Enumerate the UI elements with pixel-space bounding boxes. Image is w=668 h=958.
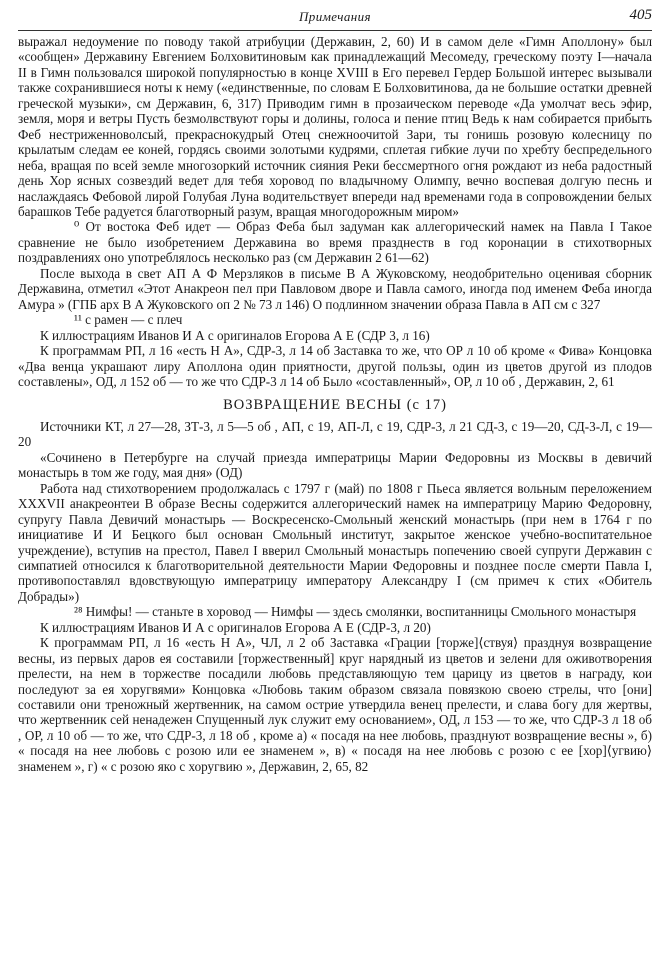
footnote-commentary: ⁰ От востока Феб идет — Образ Феба был задуман как аллегорический намек на Павла I Такое сравнение не было изобретением Державина во время празднеств в год коронации в стихотворных поздравлениях оно употреблялось несколько раз (см Державин 2 61—62) <box>18 219 652 266</box>
sources-note: Источники КТ, л 27—28, ЗТ-3, л 5—5 об , АП, с 19, АП-Л, с 19, СДР-3, л 21 СД-3, с 19—20, СД-3-Л, с 19—20 <box>18 418 652 450</box>
running-header <box>18 6 652 31</box>
notes-body <box>18 34 652 774</box>
footnote-commentary: ²⁸ Нимфы! — станьте в хоровод — Нимфы — здесь смолянки, воспитанницы Смольного монастыря <box>74 604 637 620</box>
paragraph: После выхода в свет АП А Ф Мерзляков в письме В А Жуковскому, неодобрительно оценивая сборник Державина, отметил «Этот Анакреон пел при Павловом дворе и Павла самого, иногда под именем Феба иногда Амура » (ГПБ арх В А Жуковского оп 2 № 73 л 146) О подлинном значении образа Павла в АП см с 327 <box>18 265 652 312</box>
paragraph: «Сочинено в Петербурге на случай приезда императрицы Марии Федоровны из Москвы в девичий монастырь в том же году, мая дня» (ОД) <box>18 449 652 481</box>
footnote-commentary: ¹¹ с рамен — с плеч <box>74 312 183 328</box>
section-heading: ВОЗВРАЩЕНИЕ ВЕСНЫ (с 17) <box>223 397 447 414</box>
illustrations-note: К иллюстрациям Иванов И А с оригиналов Егорова А Е (СДР-3, л 20) <box>40 619 431 635</box>
page-number: 405 <box>629 7 652 23</box>
illustrations-note: К иллюстрациям Иванов И А с оригиналов Егорова А Е (СДР 3, л 16) <box>40 327 430 343</box>
programs-note: К программам РП, л 16 «есть Н А», ЧЛ, л 2 об Заставка «Грации [торже]⟨ствуя⟩ празднуя возвращение весны, из первых даров ея составили [торжественный] круг нарядный из цветов и зелени для оживотворения прелести, на нем в торжестве посадили любовь представляющую тем царицу из цветов в награду, кои последуют за ея хоругвями» Концовка «Любовь таким образом связала повязкою своею стрелы, что [они] составили они треножный жертвенник, на самом острие утвердила венец прелести, и слава богу для жертвы, что жертвенник сей ненадежен Спущенный лук служит ему основанием», ОД, л 153 — то же, что СДР-3 л 18 об , ОР, л 10 об — то же, что СДР-3, л 18 об , кроме а) « посадя на нее любовь, празднуют возвращение весны », б) « посадя на нее любовь с розою или ее знаменем », в) « посадя на нее любовь с розою с ее [хор]⟨угвию⟩ знаменем », г) « с розою яко с хоругвию », Державин, 2, 65, 82 <box>18 635 652 774</box>
programs-note: К программам РП, л 16 «есть Н А», СДР-3, л 14 об Заставка то же, что ОР л 10 об кроме « Фива» Концовка «Два венца украшают лиру Аполлона один приятности, другой пользы, один из цветов другой из плодов составлены», ОД, л 152 об — то же что СДР-3 л 14 об Было «составленный», ОР, л 10 об , Державин, 2, 61 <box>18 343 652 389</box>
page <box>18 6 652 774</box>
paragraph: выражал недоумение по поводу такой атрибуции (Державин, 2, 60) И в самом деле «Гимн Аполлону» был «сообщен» Державину Евгением Болховитиновым как принадлежащий Месомеду, греческому поэту I—начала II в Гимн пользовался широкой популярностью в конце XVIII в Его перевел Гердер Большой интерес вызывали также сохранившиеся ноты к нему («единственные, по словам Е Болховитинова, да не большие остатки древней греческой музыки», см Державин, 6, 317) Приводим гимн в прозаическом переводе «Да умолчат весь эфир, земля, моря и ветры Пусть безмолвствуют горы и долины, голоса и пение птиц Ведь к нам собирается прибыть Феб нестриженноволсый, прекраснокудрый Отец снежноочитой Зари, ты гонишь розовую колесницу по крылатым следам ее коней, гордясь своими золотыми кудрями, сплетая гибкие лучи по хребту беспредельного неба, вращая по всей земле многозоркий источник сияния Реки бессмертного огня рождают из неба радостный день Хор ясных созвездий ведет для тебя хоровод по владычному Олимпу, вечно воспевая долгую песнь и наслаждаясь Фебовой лирой Голубая Луна водительствует впереди над временами года в сопровождении белых барашков Тебе радуется благотворный разум, вращая многодорожным миром» <box>18 34 652 219</box>
running-title: Примечания <box>299 9 371 24</box>
paragraph: Работа над стихотворением продолжалась с 1797 г (май) по 1808 г Пьеса является вольным переложением XXXVII анакреонтеи В образе Весны содержится аллегорический намек на императрицу Марию Федоровну, супругу Павла Девичий монастырь — Воскресенско-Смольный женский монастырь (при нем в 1764 г по инициативе И И Бецкого был основан Смольный институт, закрытое женское учебно-воспитательное учреждение), вступив на престол, Павел I вверил Смольный монастырь попечению своей супруги Державин с симпатией относился к благотворительной деятельности Марии Федоровны и позднее после смерти Павла I, противопоставлял вдовствующую императрицу императору Александру I (см примеч к стих «Обитель Добрады») <box>18 480 652 604</box>
